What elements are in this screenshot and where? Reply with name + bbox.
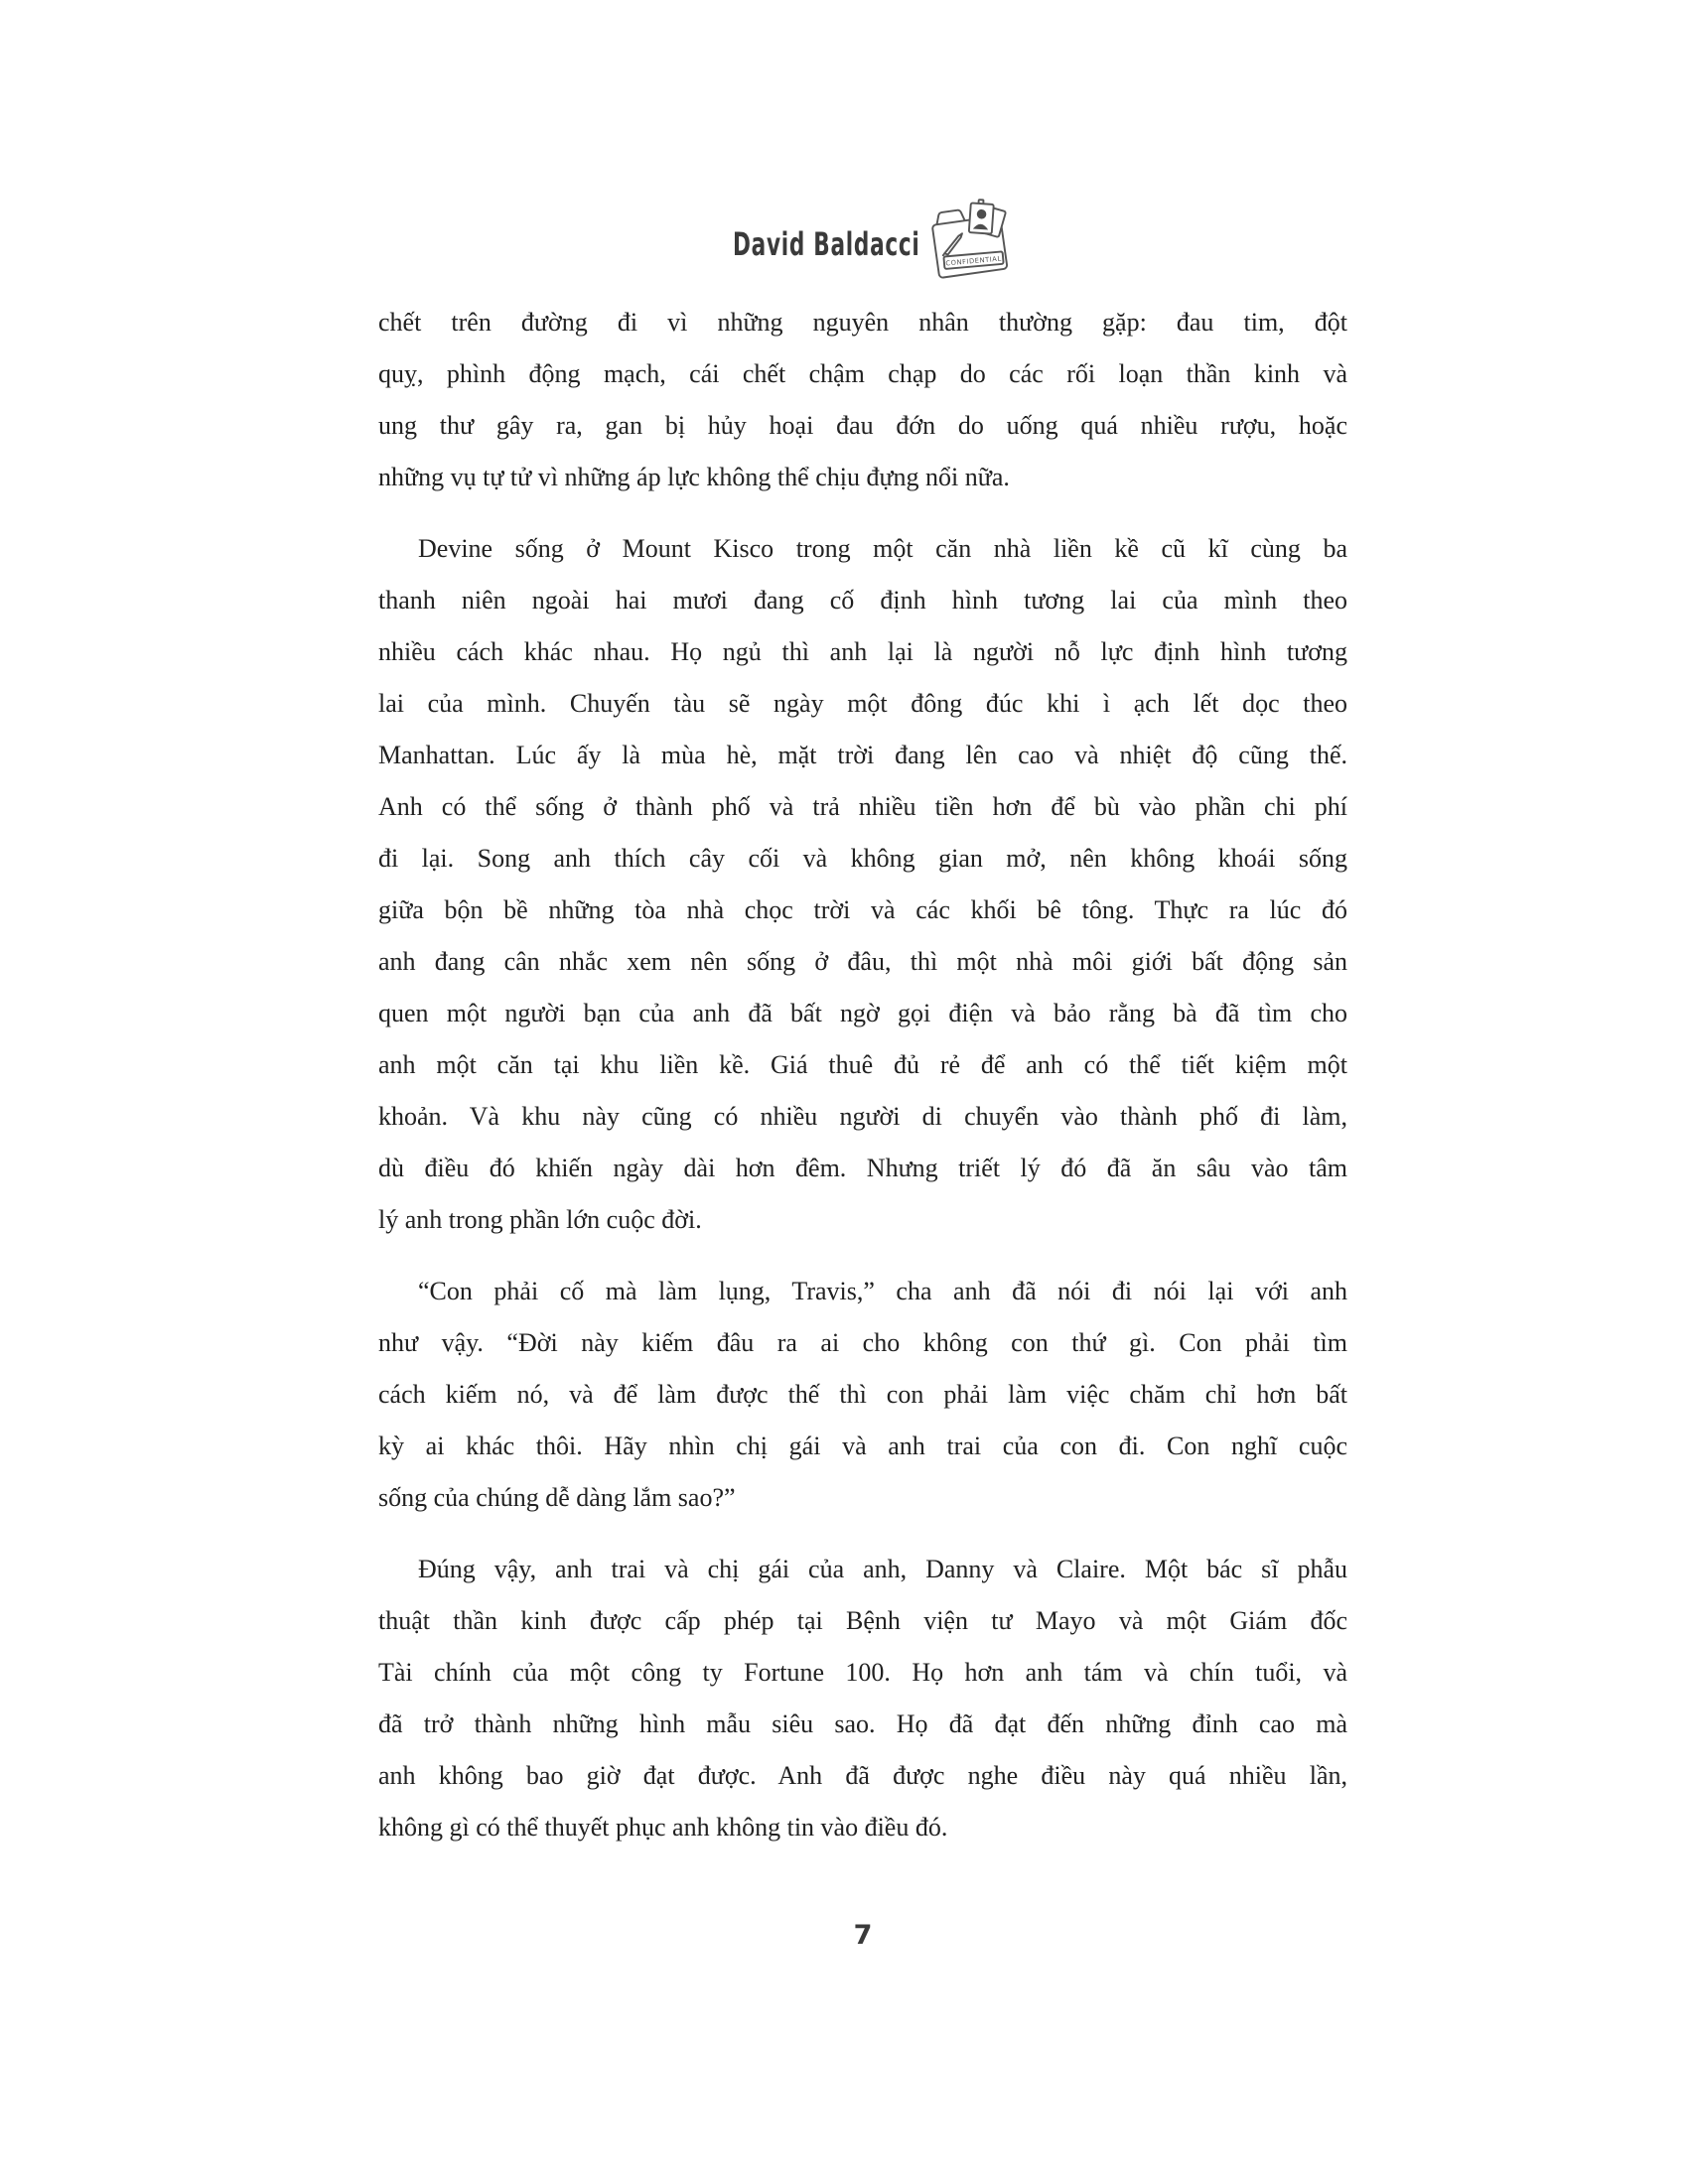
text-line: nhiều cách khác nhau. Họ ngủ thì anh lại là người nỗ lực định hình tương [378, 637, 1347, 666]
text-line: kỳ ai khác thôi. Hãy nhìn chị gái và anh trai của con đi. Con nghĩ cuộc [378, 1432, 1347, 1460]
id-badge-icon [969, 200, 994, 234]
author-name: David Baldacci [733, 226, 920, 264]
paragraph [378, 523, 1347, 1246]
text-line: dù điều đó khiến ngày dài hơn đêm. Nhưng triết lý đó đã ăn sâu vào tâm [378, 1154, 1347, 1182]
text-line: anh một căn tại khu liền kề. Giá thuê đủ rẻ để anh có thể tiết kiệm một [378, 1050, 1347, 1079]
text-line: anh đang cân nhắc xem nên sống ở đâu, thì một nhà môi giới bất động sản [378, 947, 1347, 976]
text-line: không gì có thể thuyết phục anh không tin vào điều đó. [378, 1813, 948, 1842]
text-line: “Con phải cố mà làm lụng, Travis,” cha anh đã nói đi nói lại với anh [418, 1277, 1347, 1305]
text-line: giữa bộn bề những tòa nhà chọc trời và các khối bê tông. Thực ra lúc đó [378, 895, 1347, 924]
body-text [378, 297, 1347, 1853]
text-line: khoản. Và khu này cũng có nhiều người di chuyển vào thành phố đi làm, [378, 1102, 1347, 1131]
text-line: Anh có thể sống ở thành phố và trả nhiều tiền hơn để bù vào phần chi phí [378, 792, 1347, 821]
text-line: chết trên đường đi vì những nguyên nhân thường gặp: đau tim, đột [378, 308, 1347, 337]
text-line: như vậy. “Đời này kiếm đâu ra ai cho không con thứ gì. Con phải tìm [378, 1328, 1347, 1357]
stamp-text: CONFIDENTIAL [945, 254, 1003, 268]
text-line: anh không bao giờ đạt được. Anh đã được nghe điều này quá nhiều lần, [378, 1761, 1347, 1790]
paragraph [378, 1544, 1347, 1853]
text-line: đã trở thành những hình mẫu siêu sao. Họ đã đạt đến những đỉnh cao mà [378, 1709, 1347, 1738]
text-line: đi lại. Song anh thích cây cối và không gian mở, nên không khoái sống [378, 844, 1347, 873]
text-line: thanh niên ngoài hai mươi đang cố định hình tương lai của mình theo [378, 586, 1347, 614]
text-line: lý anh trong phần lớn cuộc đời. [378, 1205, 702, 1234]
text-line: thuật thần kinh được cấp phép tại Bệnh viện tư Mayo và một Giám đốc [378, 1606, 1347, 1635]
text-line: cách kiếm nó, và để làm được thế thì con phải làm việc chăm chỉ hơn bất [378, 1380, 1347, 1409]
text-line: quỵ, phình động mạch, cái chết chậm chạp do các rối loạn thần kinh và [378, 359, 1347, 388]
text-line: sống của chúng dễ dàng lắm sao?” [378, 1483, 736, 1512]
paragraph [378, 1266, 1347, 1524]
text-line: quen một người bạn của anh đã bất ngờ gọi điện và bảo rằng bà đã tìm cho [378, 999, 1347, 1027]
text-line: những vụ tự tử vì những áp lực không thể chịu đựng nổi nữa. [378, 463, 1010, 491]
paragraph [378, 297, 1347, 503]
page-number: 7 [853, 1920, 873, 1951]
text-line: Đúng vậy, anh trai và chị gái của anh, Danny và Claire. Một bác sĩ phẫu [418, 1555, 1347, 1583]
text-line: ung thư gây ra, gan bị hủy hoại đau đớn do uống quá nhiều rượu, hoặc [378, 411, 1347, 440]
text-line: lai của mình. Chuyến tàu sẽ ngày một đông đúc khi ì ạch lết dọc theo [378, 689, 1347, 718]
text-line: Devine sống ở Mount Kisco trong một căn nhà liền kề cũ kĩ cùng ba [418, 534, 1347, 563]
text-line: Manhattan. Lúc ấy là mùa hè, mặt trời đang lên cao và nhiệt độ cũng thế. [378, 741, 1347, 769]
confidential-folder-icon [921, 195, 1017, 286]
text-line: Tài chính của một công ty Fortune 100. Họ hơn anh tám và chín tuổi, và [378, 1658, 1347, 1687]
